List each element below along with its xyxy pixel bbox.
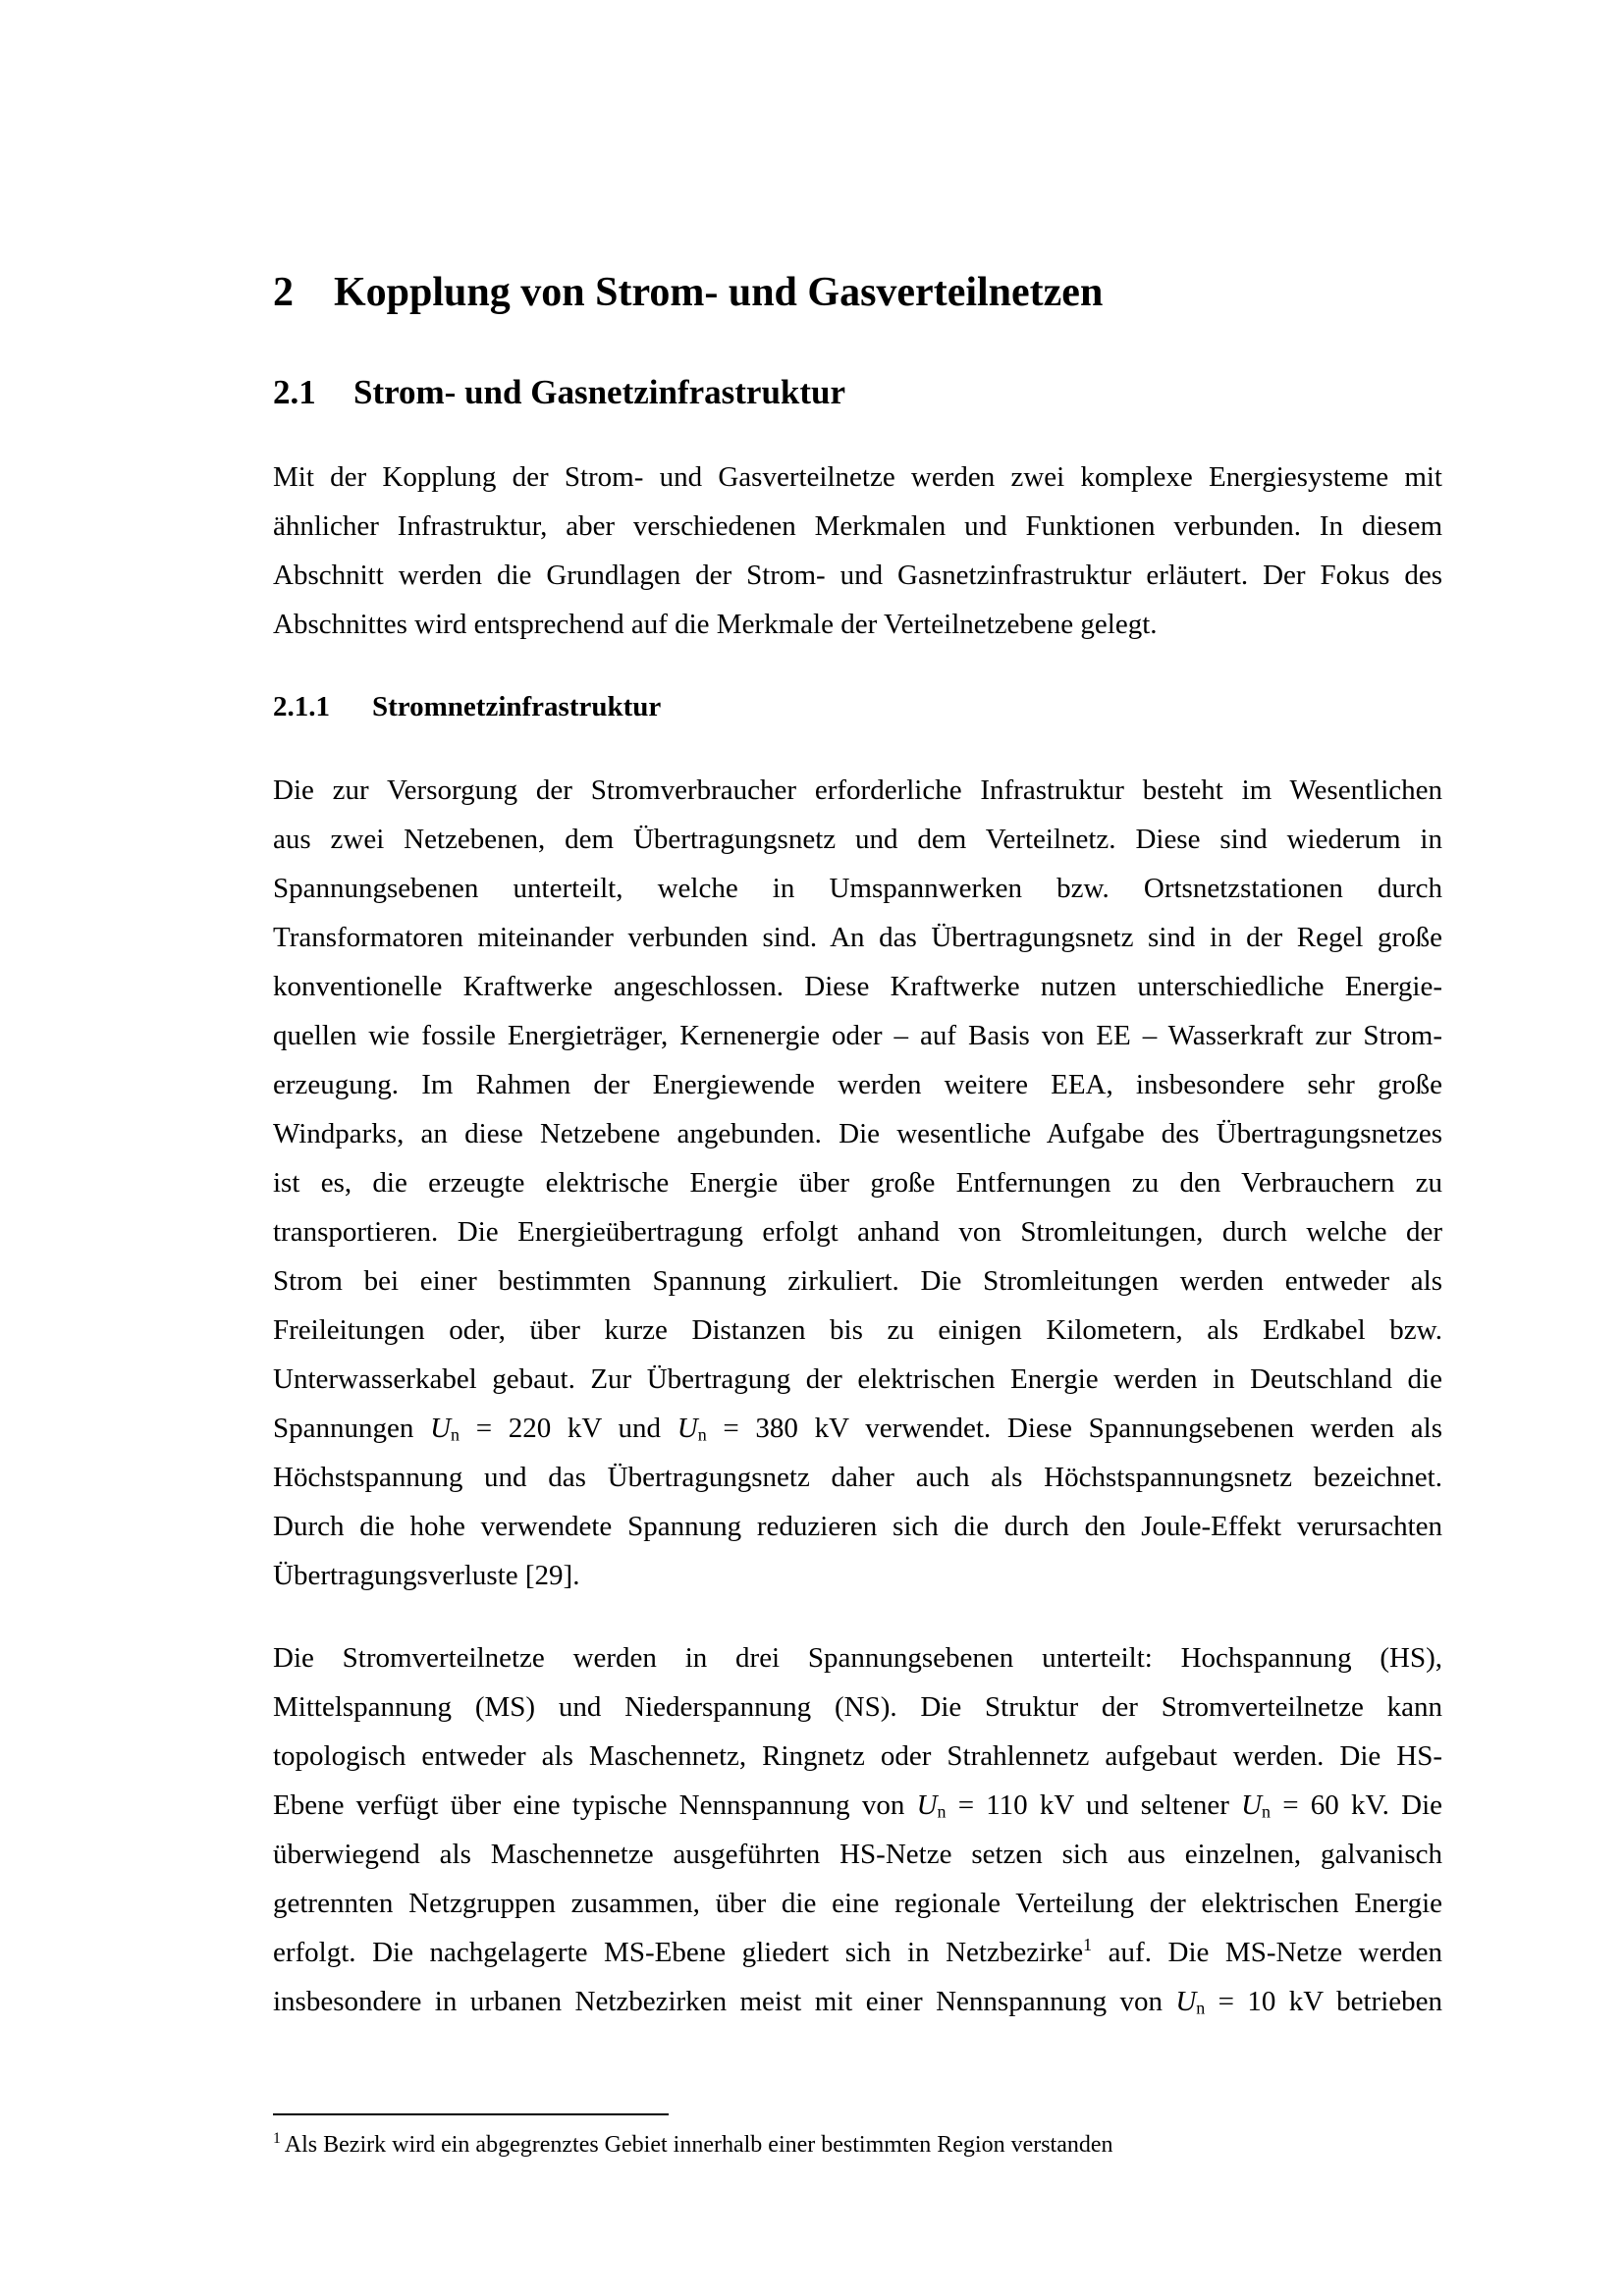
voltage-symbol: U <box>1175 1986 1197 2017</box>
subsection-title: Stromnetzinfrastruktur <box>372 691 662 722</box>
voltage-subscript: n <box>697 1424 707 1445</box>
footnote-reference: 1 <box>1083 1935 1093 1955</box>
section-heading <box>273 368 845 417</box>
text-line: konventionelle Kraftwerke angeschlossen. Diese Kraftwerke nutzen unterschiedliche Energie- <box>273 971 1442 1002</box>
footnote-marker: 1 <box>273 2130 281 2148</box>
text-line: Spannungsebenen unterteilt, welche in Umspannwerken bzw. Ortsnetzstationen durch <box>273 873 1442 904</box>
chapter-heading <box>273 263 1103 322</box>
text-line: Strom bei einer bestimmten Spannung zirkuliert. Die Stromleitungen werden entweder als <box>273 1265 1442 1297</box>
text-line: Die Stromverteilnetze werden in drei Spannungsebenen unterteilt: Hochspannung (HS), <box>273 1642 1442 1674</box>
section-title: Strom- und Gasnetzinfrastruktur <box>353 373 846 411</box>
text-line: Unterwasserkabel gebaut. Zur Übertragung der elektrischen Energie werden in Deutschland die <box>273 1363 1442 1395</box>
voltage-symbol: U <box>430 1413 452 1444</box>
text-line: erfolgt. Die nachgelagerte MS-Ebene gliedert sich in Netzbezirke$^1$ auf. Die MS-Netze werden <box>273 1935 1442 1968</box>
chapter-title: Kopplung von Strom- und Gasverteilnetzen <box>334 270 1104 315</box>
text-line: Transformatoren miteinander verbunden sind. An das Übertragungsnetz sind in der Regel große <box>273 922 1442 953</box>
text-line: getrennten Netzgruppen zusammen, über die eine regionale Verteilung der elektrischen Energie <box>273 1888 1442 1919</box>
text-line: Durch die hohe verwendete Spannung reduzieren sich die durch den Joule-Effekt verursachten <box>273 1511 1442 1542</box>
text-line: Windparks, an diese Netzebene angebunden. Die wesentliche Aufgabe des Übertragungsnetzes <box>273 1118 1442 1149</box>
paragraph-distribution-grid <box>273 1633 1442 2026</box>
paragraph-transmission-grid <box>273 766 1442 1600</box>
text-line: Spannungen $U_n = 220$ kV und $U_n = 380$ kV verwendet. Diese Spannungsebenen werden als <box>273 1413 1442 1445</box>
subsection-number: 2.1.1 <box>273 691 330 722</box>
voltage-subscript: n <box>451 1424 460 1445</box>
text-line: ist es, die erzeugte elektrische Energie über große Entfernungen zu den Verbrauchern zu <box>273 1167 1442 1199</box>
text-line: quellen wie fossile Energieträger, Kernenergie oder – auf Basis von EE – Wasserkraft zur Strom- <box>273 1020 1442 1051</box>
text-line: überwiegend als Maschennetze ausgeführten HS-Netze setzen sich aus einzelnen, galvanisch <box>273 1839 1442 1870</box>
text-line: ähnlicher Infrastruktur, aber verschiedenen Merkmalen und Funktionen verbunden. In diesem <box>273 510 1442 542</box>
text-line: Freileitungen oder, über kurze Distanzen bis zu einigen Kilometern, als Erdkabel bzw. <box>273 1314 1442 1346</box>
text-line: erzeugung. Im Rahmen der Energiewende werden weitere EEA, insbesondere sehr große <box>273 1069 1442 1100</box>
text-line: Mit der Kopplung der Strom- und Gasverteilnetze werden zwei komplexe Energiesysteme mit <box>273 461 1442 493</box>
section-number: 2.1 <box>273 373 316 411</box>
text-line: insbesondere in urbanen Netzbezirken meist mit einer Nennspannung von $U_n = 10$ kV betrieben <box>273 1986 1442 2018</box>
voltage-symbol: U <box>1241 1789 1263 1821</box>
voltage-symbol: U <box>677 1413 698 1444</box>
text-line: Die zur Versorgung der Stromverbraucher erforderliche Infrastruktur besteht im Wesentlichen <box>273 774 1442 806</box>
footnote-separator <box>273 2113 669 2115</box>
voltage-symbol: U <box>916 1789 938 1821</box>
voltage-subscript: n <box>1196 1998 1206 2018</box>
paragraph-intro <box>273 453 1442 649</box>
chapter-number: 2 <box>273 270 294 315</box>
text-line: Übertragungsverluste [29]. <box>273 1560 580 1591</box>
footnote-text: Als Bezirk wird ein abgegrenztes Gebiet innerhalb einer bestimmten Region verstanden <box>284 2132 1113 2158</box>
text-line: aus zwei Netzebenen, dem Übertragungsnetz und dem Verteilnetz. Diese sind wiederum in <box>273 824 1442 855</box>
footnote <box>273 2130 1113 2160</box>
text-line: Abschnittes wird entsprechend auf die Merkmale der Verteilnetzebene gelegt. <box>273 609 1158 640</box>
text-line: transportieren. Die Energieübertragung erfolgt anhand von Stromleitungen, durch welche der <box>273 1216 1442 1248</box>
text-line: Höchstspannung und das Übertragungsnetz daher auch als Höchstspannungsnetz bezeichnet. <box>273 1462 1442 1493</box>
voltage-subscript: n <box>937 1801 947 1822</box>
text-line: Abschnitt werden die Grundlagen der Strom- und Gasnetzinfrastruktur erläutert. Der Fokus des <box>273 560 1442 591</box>
text-line: topologisch entweder als Maschennetz, Ringnetz oder Strahlennetz aufgebaut werden. Die HS- <box>273 1740 1442 1772</box>
text-line: Ebene verfügt über eine typische Nennspannung von $U_n = 110$ kV und seltener $U_n = 60$ kV. Die <box>273 1789 1442 1822</box>
text-line: Mittelspannung (MS) und Niederspannung (NS). Die Struktur der Stromverteilnetze kann <box>273 1691 1442 1723</box>
subsection-heading <box>273 685 661 728</box>
voltage-subscript: n <box>1262 1801 1272 1822</box>
